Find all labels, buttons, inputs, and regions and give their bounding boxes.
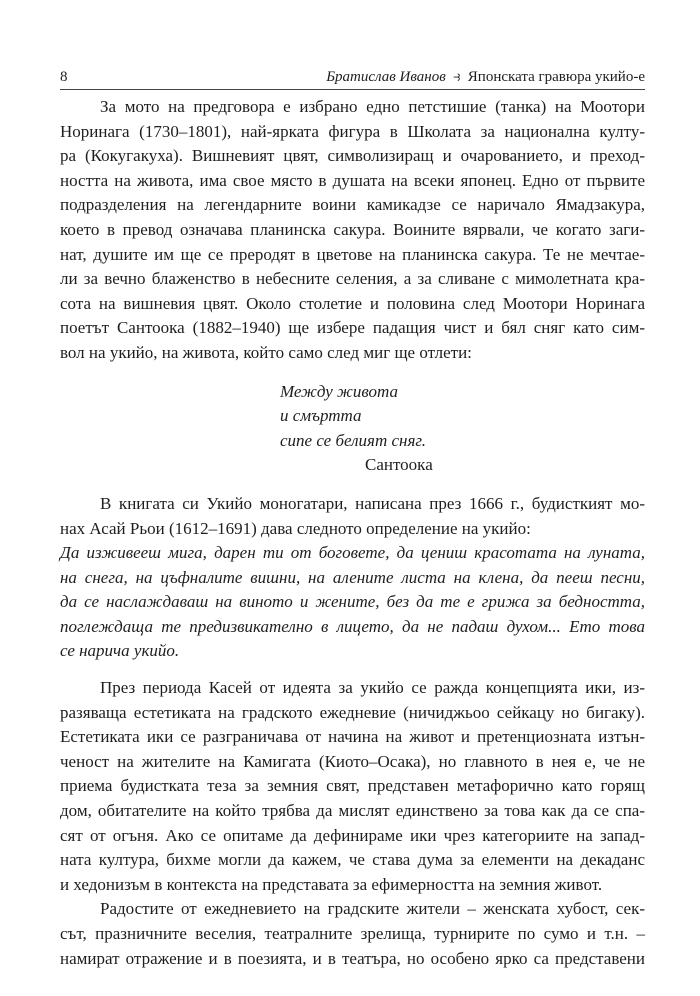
separator-ornament-icon: ⥽ [451, 70, 462, 84]
text-line: Норинага (1730–1801), най-ярката фигура в Школата за национална култу- [60, 121, 645, 141]
paragraph-1 [60, 95, 645, 366]
quote-line: поглеждаща те предизвикателно в лицето, да не падаш духом... Ето това [60, 616, 645, 636]
text-line: намират отражение и в поезията, и в театъра, но особено ярко са представени [60, 948, 645, 968]
running-head-author: Братислав Иванов [326, 69, 446, 85]
poem-line: сипе се белият сняг. [280, 430, 427, 450]
text-line: нах Асай Рьои (1612–1691) дава следното определение на укийо: [60, 518, 531, 538]
text-line: приема будистката теза за земния свят, представен метафорично като горящ [60, 776, 645, 796]
quote-line: да се наслаждаваш на виното и жените, без да те е грижа за бедността, [60, 592, 645, 612]
text-line: ченост на жителите на Камигата (Киото–Осака), но главното в нея е, че не [60, 751, 645, 771]
running-head-book-title: Японската гравюра укийо-е [467, 69, 645, 85]
quote-line: се нарича укийо. [60, 641, 180, 661]
text-line: ността на живота, има свое място в душата на всеки японец. Едно от първите [60, 170, 645, 190]
paragraph-3 [60, 676, 645, 897]
text-line: Естетиката ики се разграничава от начина на живот и претенциозната изтън- [60, 727, 645, 747]
poem-line: Между живота [280, 381, 398, 401]
running-head [60, 67, 645, 91]
paragraph-2 [60, 492, 645, 541]
text-line: и хедонизъм в контекста на представата за ефимерността на земния живот. [60, 874, 603, 894]
text-line: подразделения на легендарните воини камикадзе се наричало Ямадзакура, [60, 195, 645, 215]
page-number: 8 [60, 69, 68, 85]
text-line: сът, празничните веселия, театралните зрелища, турнирите по сумо и т.н. – [60, 924, 645, 943]
text-line: За мото на предговора е избрано едно петстишие (танка) на Моотори [100, 97, 645, 116]
poem-author: Сантоока [365, 455, 433, 475]
text-line: поетът Сантоока (1882–1940) ще избере падащия чист и бял сняг като сим- [60, 318, 645, 338]
text-line: През периода Касей от идеята за укийо се ражда концепцията ики, из- [100, 678, 645, 698]
poem-line: и смъртта [280, 406, 362, 426]
body-text [60, 95, 645, 971]
quote-block [60, 541, 645, 664]
text-line: ната култура, бихме могли да кажем, че става дума за елементи на декаданс [60, 850, 645, 870]
header-rule [60, 89, 645, 90]
text-line: ра (Кокугакуха). Вишневият цвят, символизиращ и очарованието, и преход- [60, 146, 645, 166]
poem-block [280, 380, 645, 478]
text-line: сота на вишневия цвят. Около столетие и половина след Моотори Норинага [60, 293, 645, 313]
quote-line: на снега, на цъфналите вишни, на алените листа на клена, да пееш песни, [60, 567, 645, 587]
text-line: ли за вечно блаженство в небесните селения, а за сливане с мимолетната кра- [60, 269, 645, 289]
text-line: вол на укийо, на живота, който само след миг ще отлети: [60, 342, 472, 362]
text-line: дом, обитателите на който трябва да мислят единствено за това как да се спа- [60, 801, 645, 821]
text-line: В книгата си Укийо моногатари, написана през 1666 г., будисткият мо- [100, 493, 645, 513]
running-head-title-group [326, 67, 645, 87]
text-line: разяваща естетиката на градското ежедневие (ничиджьоо сейкацу но бигаку). [60, 702, 645, 722]
text-line: сят от огъня. Ако се опитаме да дефинираме ики чрез категориите на запад- [60, 825, 645, 845]
text-line: Радостите от ежедневието на градските жители – женската хубост, сек- [100, 899, 645, 919]
text-line: което в превод означава планинска сакура. Воините вярвали, че когато заги- [60, 219, 645, 239]
text-line: нат, душите им ще се преродят в цветове на планинска сакура. Те не мечтае- [60, 244, 645, 264]
quote-line: Да изживееш мига, дарен ти от боговете, да цениш красотата на луната, [60, 543, 645, 563]
paragraph-4 [60, 897, 645, 971]
